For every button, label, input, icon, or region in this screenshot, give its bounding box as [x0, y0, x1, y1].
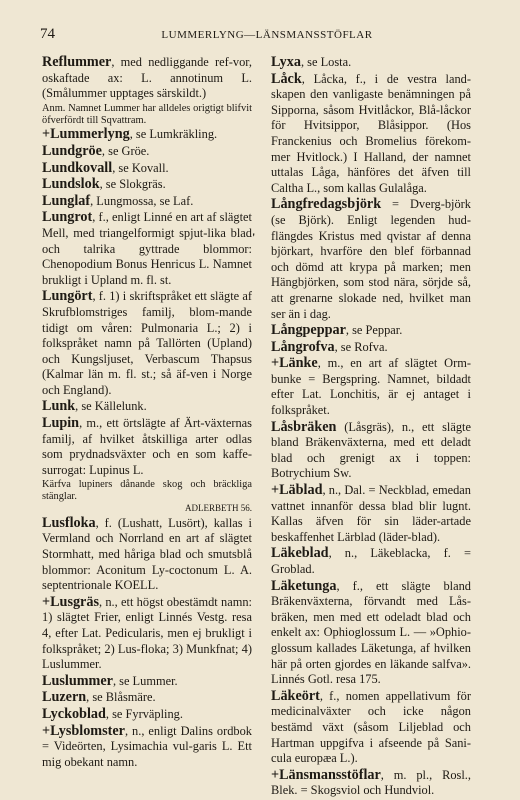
definition-text: , m., en art af slägtet Orm-bunke = Bergspring. Namnet, bildadt efter Lat. Lonchitis, är ej antaget i folkspråket.	[271, 356, 471, 418]
headword: Luslummer	[42, 672, 113, 689]
dictionary-entry	[42, 127, 252, 143]
definition-text: , n., Läkeblacka, f. = Groblad.	[271, 546, 471, 576]
dictionary-entry	[271, 768, 471, 799]
headword: Lupin	[42, 415, 80, 432]
definition-text: , se Slokgräs.	[99, 177, 166, 192]
headword: Lunglaf	[42, 192, 91, 209]
definition-text: , se Fyrväpling.	[105, 706, 183, 721]
right-column	[271, 55, 471, 800]
headword: Lyxa	[271, 54, 301, 70]
dictionary-entry	[42, 595, 252, 673]
headword: Lundkovall	[42, 159, 113, 176]
dictionary-entry	[271, 197, 471, 322]
definition-text: , se Lumkräkling.	[129, 127, 218, 142]
definition-text: = Dverg-björk (se Björk). Enligt legenden hud-flängdes Kristus med qvistar af denna björkart, hvarföre den blef förbannad och dömd att krypa på marken; men Hängbjörken, som stod nära, sörjde så, att grenarne slokade ned, hvilket man ser än i dag.	[271, 197, 471, 321]
definition-text: , f. (Lushatt, Lusört), kallas i Vermland och Norrland en art af slägtet Stormhatt, med håriga blad och smutsblå blommor: Aconitum Ly-coctonum L. A. septentrionale KOELL.	[42, 515, 252, 593]
entry-text: Anm. Namnet Lummer har alldeles origtigt blifvit öfverfördt till Sqvattram.	[42, 102, 252, 126]
headword: Lundgröe	[42, 142, 102, 159]
dictionary-entry	[42, 516, 252, 594]
page-header	[40, 26, 494, 46]
definition-text: , n., ett högst obestämdt namn: 1) slägtet Frier, enligt Linnés Vestg. resa 4, efter Lat. Pedicularis, men ej brukligt i folkspråket; 2) Lus-floka; 3) Munkfnat; 4) Luslummer.	[42, 594, 252, 672]
dictionary-entry	[42, 724, 252, 771]
left-column	[42, 55, 252, 771]
headword: Låsbräken	[271, 418, 337, 435]
dictionary-entry	[42, 707, 252, 723]
dictionary-entry	[271, 689, 471, 767]
dictionary-note	[42, 103, 252, 127]
dictionary-entry	[42, 55, 252, 102]
dictionary-entry	[42, 161, 252, 177]
definition-text: , f. 1) i skriftspråket ett slägte af Skrufblomstriges familj, blom-mande tidigt om våren: Pulmonaria L.; 2) i folkspråket namn på Tallörten (Upland) och Kungsljuset, Verbascum Thapsus (Kalmar län m. fl. st.; så äf-ven i Norge och England).	[42, 289, 252, 397]
dictionary-entry	[271, 579, 471, 688]
headword: Lungört	[42, 288, 93, 305]
headword: +Lummerlyng	[42, 126, 130, 143]
headword: +Lysblomster	[42, 722, 125, 739]
entry-text: Kärfva lupiners dånande skog och bräckliga stänglar.	[42, 479, 252, 503]
headword: Lungrot	[42, 209, 93, 226]
headword: +Länsmansstöflar	[271, 766, 381, 783]
running-title: LUMMERLYNG—LÄNSMANSSTÖFLAR	[161, 29, 373, 41]
definition-text: (Låsgräs), n., ett slägte bland Bräkenväxterna, med ett deladt blad och grenigt ax i toppen: Botrychium Sw.	[271, 419, 471, 481]
headword: Lyckoblad	[42, 705, 106, 722]
headword: Lunk	[42, 398, 76, 415]
page-number: 74	[40, 26, 55, 42]
definition-text: , se Lummer.	[112, 673, 178, 688]
definition-text: , se Gröe.	[101, 143, 150, 158]
column-mark: '	[252, 230, 256, 244]
dictionary-entry	[42, 177, 252, 193]
dictionary-entry	[271, 55, 471, 71]
headword: Läketunga	[271, 577, 337, 594]
definition-text: , se Källelunk.	[75, 399, 147, 414]
dictionary-entry	[42, 399, 252, 415]
dictionary-note	[42, 479, 252, 514]
dictionary-entry	[271, 420, 471, 482]
definition-text: , m. pl., Rosl., Blek. = Skogsviol och Hundviol.	[271, 767, 471, 798]
dictionary-entry	[42, 210, 252, 288]
definition-text: , f., ett slägte bland Bräkenväxterna, förvandt med Lås-bräken, men med ett odeladt blad och enkelt ax: Ophioglossum L. — »Ophio-glossum kallades Läketunga, af hvilken här på orten gjordes en läkande salfva». Linnés Gotl. resa 175.	[271, 578, 471, 687]
dictionary-entry	[271, 323, 471, 339]
headword: Långfredagsbjörk	[271, 196, 382, 213]
dictionary-entry	[42, 144, 252, 160]
headword: Lundslok	[42, 176, 100, 193]
dictionary-entry	[42, 690, 252, 706]
headword: Lusfloka	[42, 514, 96, 531]
dictionary-entry	[271, 340, 471, 356]
definition-text: , Låcka, f., i de vestra land-skapen den vanligaste benämningen på Sipporna, såsom Hvitlåckor, Blå-låckor för Hvitsippor, Blåsippor. (Hos Franckenius och Bromelius förekom-mer Hvitlock.) I Halland, der namnet uttalas Låga, hänföres det äfven till Caltha L., som kallas Gulalåga.	[271, 71, 471, 195]
definition-text: , Lungmossa, se Laf.	[90, 193, 194, 208]
dictionary-entry	[42, 416, 252, 478]
dictionary-entry	[42, 289, 252, 398]
definition-text: , se Blåsmäre.	[86, 690, 156, 705]
definition-text: , f., nomen appellativum för medicinalväxter och icke någon bestämd växt (såsom Liljeblad och Hartman uppgifva i afseende på Sani-cula europæa L.).	[271, 688, 471, 766]
definition-text: , se Losta.	[300, 55, 352, 69]
dictionary-entry	[42, 674, 252, 690]
definition-text: , m., ett örtslägte af Ärt-växternas familj, af hvilket åtskilliga arter odlas som prydnadsväxter och en som kaffe-surrogat: Lupinus L.	[42, 416, 252, 477]
definition-text: , med nedliggande ref-vor, oskaftade ax: L. annotinum L. (Smålummer upptages särskildt.)	[42, 55, 252, 101]
headword: Långrofva	[271, 338, 335, 355]
dictionary-entry	[271, 483, 471, 545]
headword: Låck	[271, 70, 302, 87]
definition-text: , se Rofva.	[334, 339, 388, 354]
dictionary-entry	[271, 356, 471, 418]
definition-text: , se Kovall.	[112, 160, 169, 175]
headword: Läkeblad	[271, 545, 329, 562]
dictionary-entry	[271, 546, 471, 577]
headword: +Länke	[271, 355, 318, 372]
definition-text: , n., Dal. = Neckblad, emedan vattnet innanför dessa blad blir lugnt. Kallas äfven för sin läder-artade beskaffenhet Lärblad (läder-blad).	[271, 483, 471, 544]
definition-text: , se Peppar.	[345, 323, 403, 338]
headword: Reflummer	[42, 54, 112, 70]
headword: +Lusgräs	[42, 593, 99, 610]
headword: Luzern	[42, 689, 87, 706]
headword: +Läblad	[271, 482, 323, 499]
definition-text: , f., enligt Linné en art af slägtet Mell, med triangelformigt spjut-lika blad och talrika gyttrade blommor: Chenopodium Bonus Henricus L. Namnet brukligt i Upland m. fl. st.	[42, 210, 252, 287]
dictionary-entry	[271, 72, 471, 197]
definition-text: , n., enligt Dalins ordbok = Videörten, Lysimachia vul-garis L. Ett mig obekant namn.	[42, 723, 252, 769]
quote-signature: ADLERBETH 56.	[185, 503, 252, 514]
dictionary-entry	[42, 194, 252, 210]
headword: Långpeppar	[271, 322, 346, 339]
headword: Läkeört	[271, 687, 320, 704]
